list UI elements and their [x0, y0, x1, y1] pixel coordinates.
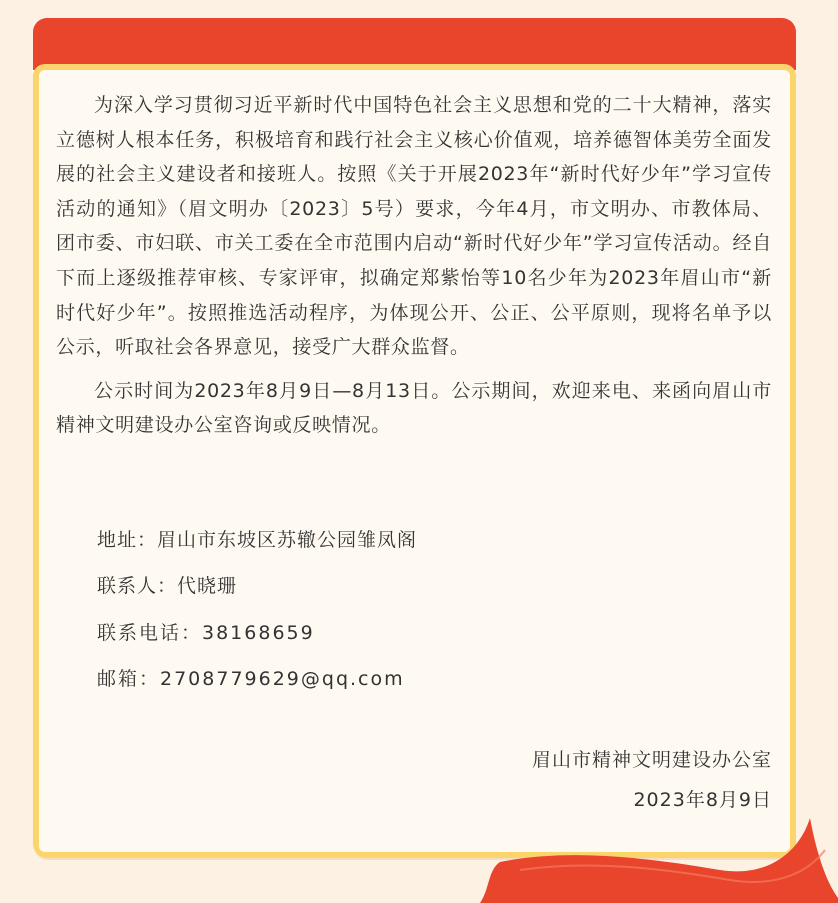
notice-paragraph-1: 为深入学习贯彻习近平新时代中国特色社会主义思想和党的二十大精神，落实立德树人根本任务，积极培育和践行社会主义核心价值观，培养德智体美劳全面发展的社会主义建设者和接班人。按照《关于开展2023年“新时代好少年”学习宣传活动的通知》（眉文明办〔2023〕5号）要求，今年4月，市文明办、市教体局、团市委、市妇联、市关工委在全市范围内启动“新时代好少年”学习宣传活动。经自下而上逐级推荐审核、专家评审，拟确定郑紫怡等10名少年为2023年眉山市“新时代好少年”。按照推选活动程序，为体现公开、公正、公平原则，现将名单予以公示，听取社会各界意见，接受广大群众监督。: [56, 94, 772, 359]
signature-date: 2023年8月9日: [633, 789, 772, 811]
notice-paragraph-2: 公示时间为2023年8月9日—8月13日。公示期间，欢迎来电、来函向眉山市精神文明建设办公室咨询或反映情况。: [56, 379, 772, 437]
red-ribbon-decoration: [480, 810, 838, 903]
phone-line: 联系电话：38168659: [97, 622, 315, 644]
card-header-bar: [33, 18, 796, 70]
email-line: 邮箱：2708779629@qq.com: [97, 668, 405, 690]
address-line: 地址：眉山市东坡区苏辙公园雏凤阁: [97, 529, 418, 551]
signature-org: 眉山市精神文明建设办公室: [531, 749, 772, 771]
ribbon-shape: [480, 818, 838, 903]
notice-content: [56, 88, 772, 443]
contact-line: 联系人：代晓珊: [97, 575, 238, 597]
